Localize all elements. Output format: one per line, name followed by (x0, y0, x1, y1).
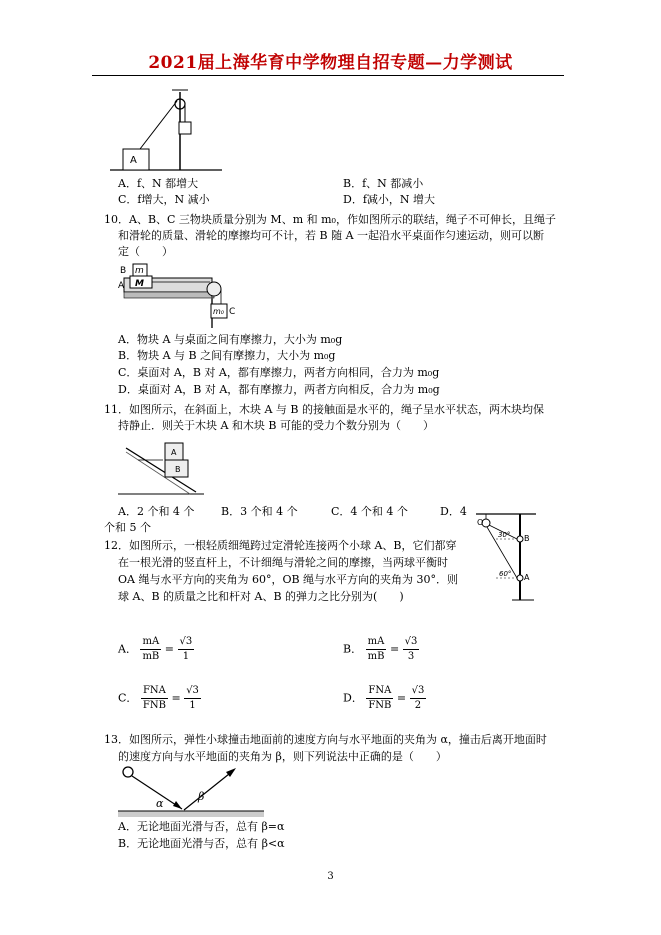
q11-label-a: A (171, 448, 177, 457)
q10-label-m0: m₀ (213, 307, 224, 316)
q9-option-a: A．f、N 都增大 (118, 177, 199, 190)
q9-option-b: B．f、N 都减小 (343, 177, 424, 190)
q12-label-o: O (477, 518, 484, 527)
q12-label-b: B (524, 534, 530, 543)
q12-line-4: 球 A、B 的质量之比和杆对 A、B 的弹力之比分别为( ) (118, 590, 404, 603)
q12-option-c-rhs: $\frac{√3}{1}$ (186, 685, 199, 711)
q12-option-b: B． $\frac{mA}{mB}$ = $\frac{√3}{3}$ (343, 636, 418, 662)
q11-option-d: D．4 (440, 505, 467, 518)
q10-label-c: C (229, 307, 236, 317)
q12-option-c: C． $\frac{\text{FNA}}{\text{FNB}}$ = $\frac{√3}{1}$ (118, 685, 199, 711)
q12-option-b-letter: B． (343, 642, 363, 656)
q10-line-3: 定（ ） (118, 245, 173, 258)
q12-option-a-letter: A． (118, 642, 137, 656)
q10-figure (118, 262, 238, 332)
q13-alpha: α (156, 797, 164, 810)
q12-option-a-lhs: $\frac{mA}{mB}$ (142, 636, 160, 662)
q12-label-a: A (524, 573, 530, 582)
q12-option-d-letter: D． (343, 691, 363, 705)
q11-line-1: 11．如图所示，在斜面上，木块 A 与 B 的接触面是水平的，绳子呈水平状态，两木块均保 (104, 403, 545, 416)
q10-label-a: A (118, 281, 125, 291)
q13-beta: β (198, 790, 205, 803)
q9-option-d: D．f减小，N 增大 (343, 193, 436, 206)
q10-option-b: B．物块 A 与 B 之间有摩擦力，大小为 m₀g (118, 349, 336, 362)
q13-option-b: B．无论地面光滑与否，总有 β<α (118, 837, 285, 850)
q12-figure (476, 508, 546, 603)
q13-figure (118, 764, 268, 820)
q10-label-m: m (135, 266, 144, 276)
q11-option-c: C．4 个和 4 个 (331, 505, 408, 518)
q9-label-a: A (130, 155, 137, 166)
q12-option-c-lhs: $\frac{\text{FNA}}{\text{FNB}}$ (142, 685, 166, 711)
q11-option-b: B．3 个和 4 个 (221, 505, 298, 518)
q12-option-a: A． $\frac{mA}{mB}$ = $\frac{√3}{1}$ (118, 636, 193, 662)
q12-angle-top: 30° (498, 531, 511, 539)
q10-option-a: A．物块 A 与桌面之间有摩擦力，大小为 m₀g (118, 333, 343, 346)
q12-option-d: D． $\frac{\text{FNA}}{\text{FNB}}$ = $\frac{√3}{2}$ (343, 685, 425, 711)
q11-option-d-tail: 个和 5 个 (104, 521, 151, 534)
q11-line-2: 持静止．则关于木块 A 和木块 B 可能的受力个数分别为（ ） (118, 419, 435, 432)
q11-option-a: A．2 个和 4 个 (118, 505, 195, 518)
q12-option-b-lhs: $\frac{mA}{mB}$ (367, 636, 385, 662)
q13-line-2: 的速度方向与水平地面的夹角为 β，则下列说法中正确的是（ ） (118, 750, 447, 763)
q12-line-1: 12．如图所示，一根轻质细绳跨过定滑轮连接两个小球 A、B，它们都穿 (104, 539, 457, 552)
q10-label-b: B (120, 266, 127, 276)
q12-option-c-letter: C． (118, 691, 138, 705)
q9-figure (110, 86, 230, 176)
q12-line-3: OA 绳与水平方向的夹角为 60°，OB 绳与水平方向的夹角为 30°．则 (118, 573, 459, 586)
q13-option-a: A．无论地面光滑与否，总有 β=α (118, 820, 285, 833)
header-rule (92, 75, 564, 76)
q12-option-d-rhs: $\frac{√3}{2}$ (411, 685, 425, 711)
page-number: 3 (327, 871, 334, 882)
q10-option-c: C．桌面对 A，B 对 A，都有摩擦力，两者方向相同，合力为 m₀g (118, 366, 440, 379)
q10-line-2: 和滑轮的质量、滑轮的摩擦均可不计，若 B 随 A 一起沿水平桌面作匀速运动，则可以断 (118, 229, 545, 242)
page-title: 2021届上海华育中学物理自招专题—力学测试 (148, 53, 513, 73)
q9-option-c: C．f增大，N 减小 (118, 193, 210, 206)
q10-option-d: D．桌面对 A，B 对 A，都有摩擦力，两者方向相反，合力为 m₀g (118, 383, 440, 396)
q10-label-M: M (135, 279, 144, 289)
q13-line-1: 13．如图所示，弹性小球撞击地面前的速度方向与水平地面的夹角为 α，撞击后离开地面时 (104, 733, 547, 746)
q12-option-d-lhs: $\frac{\text{FNA}}{\text{FNB}}$ (368, 685, 392, 711)
q12-option-a-rhs: $\frac{√3}{1}$ (179, 636, 193, 662)
q10-line-1: 10．A、B、C 三物块质量分别为 M、m 和 m₀，作如图所示的联结，绳子不可伸长，且绳子 (104, 213, 556, 226)
q11-label-b: B (175, 465, 181, 474)
q12-angle-bottom: 60° (499, 570, 512, 578)
q11-figure (118, 438, 208, 498)
q12-option-b-rhs: $\frac{√3}{3}$ (404, 636, 418, 662)
q12-line-2: 在一根光滑的竖直杆上，不计细绳与滑轮之间的摩擦，当两球平衡时 (118, 556, 448, 569)
